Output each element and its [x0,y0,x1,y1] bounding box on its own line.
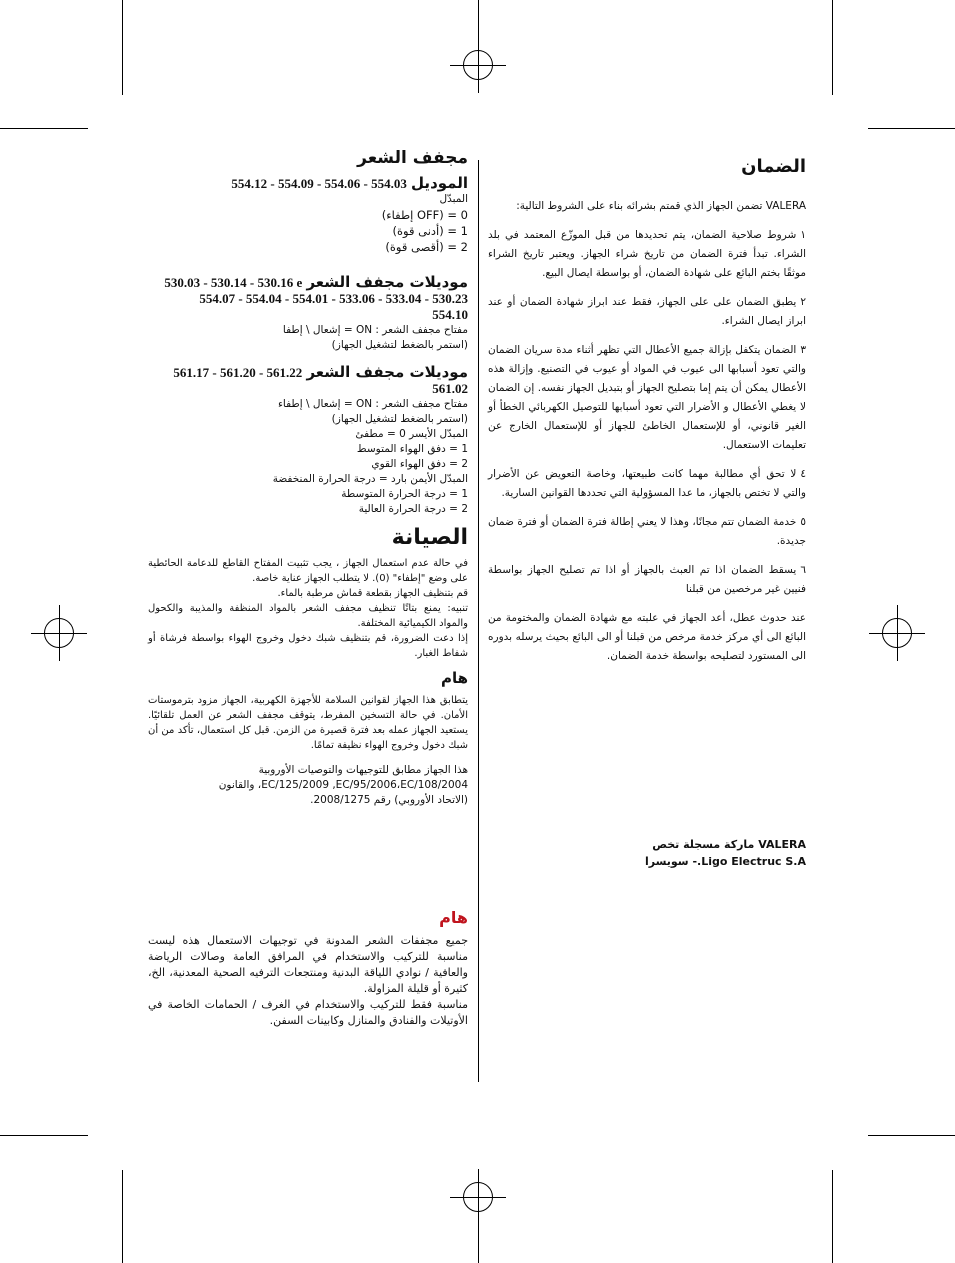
eu-line: EC/125/2009 ,EC/95/2006،EC/108/2004، والقانون [218,779,468,791]
important-paragraph: يتطابق هذا الجهاز لقوانين السلامة للأجهزة الكهربية، الجهاز مزود بترموستات الأمان. في حالة التسخين المفرط، يتوقف مجفف الشعر عن العمل تلقائيًا. يستعيد الجهاز عمله بعد فترة قصيرة من الزمن. قبل كل استعمال، تأكد من أن شبك دخول وخروج الهواء نظيفة تمامًا. [148,695,468,751]
models3-line [148,363,468,381]
right-switch: المبدّل الأيمن بارد = درجة الحرارة المنخفضة [272,473,468,485]
warranty-item: ٢يطبق الضمان على على الجهاز، فقط عند ابراز شهادة الضمان أو عند ابراز ايصال الشراء. [488,296,806,327]
eu-line: (الاتحاد الأوروبي) رقم 2008/1275. [310,794,468,806]
important-title: هام [440,669,468,687]
important2-paragraph: مناسبة فقط للتركيب والاستخدام في الغرف / الحمامات الخاصة في الأوتيلات والفنادق والمنازل وكابينات السفن. [148,998,468,1027]
model-numbers: 554.12 - 554.09 - 554.06 - 554.03 [231,176,407,191]
warranty-item: ١شروط صلاحية الضمان، يتم تحديدها من قبل الموزّع المعتمد في بلد الشراء. تبدأ فترة الضمان من تاريخ شراء الجهاز. ويعتبر تاريخ الشراء موثقًا بختم البائع على شهادة الضمان، أو بواسطة ايصال البيع. [488,229,806,279]
models2-numbers-2: 554.07 - 554.04 - 554.01 - 533.06 - 533.04 - 530.23 [199,291,468,306]
models3-numbers-2: 561.02 [432,381,468,396]
left-switch-option: 2 = دفق الهواء القوي [371,458,468,470]
registration-mark-icon [463,50,493,80]
switch-option: 1 = (أدنى قوة) [392,224,468,238]
models2-numbers-3: 554.10 [432,307,468,322]
models2-switch: مفتاح مجفف الشعر : ON = إشعال \ إطفا [282,324,468,336]
left-column [148,148,468,1029]
models2-hold: (استمر بالضغط لتشغيل الجهاز) [331,339,468,351]
maintenance-paragraph: إذا دعت الضرورة، قم بتنظيف شبك دخول وخروج الهواء بواسطة فرشاة أو شفاط الغبار. [148,633,468,659]
warranty-item: ٥خدمة الضمان تتم مجانًا، وهذا لا يعني إطالة فترة الضمان أو فترة ضمان جديدة. [488,516,806,547]
maintenance-title: الصيانة [391,525,468,550]
warranty-item: ٤لا تحق أي مطالبة مهما كانت طبيعتها، وخاصة التعويض عن الأضرار والتي لا تختص بالجهاز، ما عدا المسؤولية التي تحددها القوانين السارية. [488,468,806,499]
models3-heading: موديلات مجفف الشعر [306,363,468,381]
models3-switch: مفتاح مجفف الشعر : ON = إشعال \ إطفاء [277,398,468,410]
crop-mark [122,1170,123,1263]
crop-mark [832,0,833,95]
warranty-title: الضمان [741,156,806,177]
model-heading: الموديل [411,174,468,192]
warranty-fault-paragraph: عند حدوث عطل، أعد الجهاز في علبته مع شهادة الضمان والمختومة من البائع الى أي مركز خدمة مرخص من قبلنا أو الى البائع بحيث يرسله بدوره الى المستورد لتصليحه بواسطة خدمة الضمان. [488,612,806,662]
right-switch-option: 1 = درجة الحرارة المتوسطة [341,488,468,500]
crop-mark [832,1170,833,1263]
eu-line: هذا الجهاز مطابق للتوجيهات والتوصيات الأوروبية [258,764,468,776]
crop-mark [0,1135,88,1136]
brand-line: Ligo Electruc S.A.- سويسرا [644,855,806,868]
warranty-item: ٣الضمان يتكفل بإزالة جميع الأعطال التي تظهر أثناء مدة سريان الضمان والتي تعود أسبابها الى عيوب في المواد أو عيوب في التصنيع. وإزالة هذه الأعطال يمكن أن يتم إما بتصليح الجهاز أو بتبديل الجهاز نفسه. إن الضمان لا يغطي الأعطال و الأضرار التي تعود أسبابها للتوصيل الكهربائي الخطأ أو الغير قانوني، أو للإستعمال الخاطئ للجهاز أو للإستعمال الخارج عن تعليمات الاستعمال. [488,344,806,451]
column-divider [478,160,479,1082]
warranty-item: ٦يسقط الضمان اذا تم العبث بالجهاز أو اذا تم تصليح الجهاز بواسطة فنيين غير مرخصين من قبلنا [488,564,806,595]
left-switch-option: 1 = دفق الهواء المتوسط [356,443,468,455]
important2-paragraph: جميع مجففات الشعر المدونة في توجيهات الاستعمال هذه ليست مناسبة للتركيب والاستخدام في المرافق العامة وصالات الرياضة والعافية / نوادي اللياقة البدنية ومنتجعات الترفيه الصحية المعدنية، الخ، كثيرة أو قليلة المزاولة. [148,934,468,995]
registration-mark-icon [882,618,912,648]
crop-mark [868,128,955,129]
warranty-intro: VALERA تضمن الجهاز الذي قمتم بشرائه بناء على الشروط التالية: [516,200,806,212]
crop-mark [0,128,88,129]
crop-mark [122,0,123,95]
model-line [148,174,468,192]
maintenance-paragraph: في حالة عدم استعمال الجهاز ، يجب تثبيت المفتاح القاطع للدعامة الحائطية على وضع "إطفاء" (0). لا يتطلب الجهاز عناية خاصة. [148,558,468,584]
maintenance-paragraph: تنبيه: يمنع بتاتًا تنظيف مجفف الشعر بالمواد المنظفة والمذيبة والكحول والمواد الكيميائية المختلفة. [148,603,468,629]
maintenance-paragraph: قم بتنظيف الجهاز بقطعة قماش مرطبة بالماء. [277,588,468,599]
left-switch: المبدّل الأيسر 0 = مطفئ [355,428,468,440]
important2-title: هام [439,908,468,927]
registration-mark-icon [463,1182,493,1212]
models3-numbers-1: 561.17 - 561.20 - 561.22 [173,365,303,380]
right-switch-option: 2 = درجة الحرارة العالية [358,503,468,515]
models2-heading: موديلات مجفف الشعر [306,273,468,291]
models2-line [148,273,468,291]
models3-hold: (استمر بالضغط لتشغيل الجهاز) [331,413,468,425]
right-column [488,148,806,870]
switch-option: 2 = (أقصى قوة) [385,240,468,254]
crop-mark [868,1135,955,1136]
switch-label: المبدّل [439,193,468,205]
registration-mark-icon [44,618,74,648]
hair-dryer-title: مجفف الشعر [357,148,468,168]
switch-option: 0 = (OFF إطفاء) [381,208,468,222]
models2-numbers-1: 530.03 - 530.14 - 530.16 e [164,275,303,290]
brand-line: VALERA ماركة مسجلة تخص [652,838,806,851]
